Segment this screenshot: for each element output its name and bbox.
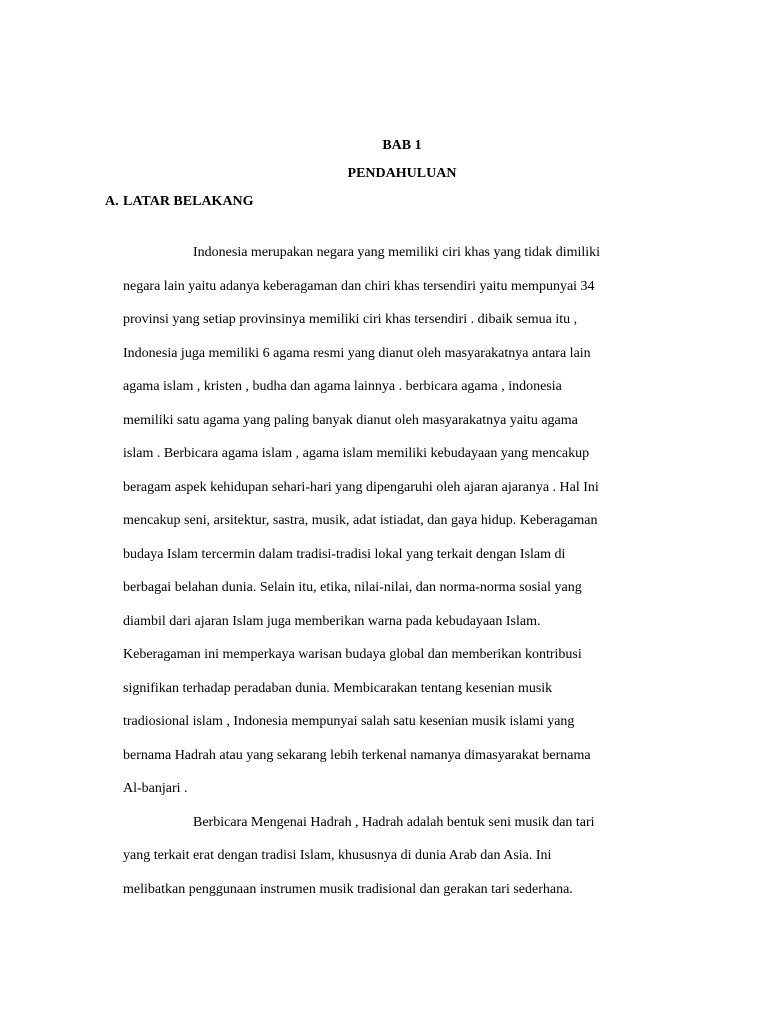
paragraph-line: mencakup seni, arsitektur, sastra, musik, adat istiadat, dan gaya hidup. Keberagaman: [123, 513, 598, 528]
paragraph-line: provinsi yang setiap provinsinya memiliki ciri khas tersendiri . dibaik semua itu ,: [123, 312, 578, 327]
paragraph-line: budaya Islam tercermin dalam tradisi-tradisi lokal yang terkait dengan Islam di: [123, 546, 566, 562]
paragraph-line: yang terkait erat dengan tradisi Islam, khususnya di dunia Arab dan Asia. Ini: [123, 848, 552, 863]
paragraph-line: tradiosional islam , Indonesia mempunyai salah satu kesenian musik islami yang: [123, 714, 575, 729]
paragraph-line: bernama Hadrah atau yang sekarang lebih terkenal namanya dimasyarakat bernama: [123, 747, 591, 763]
section-heading: [105, 193, 254, 211]
paragraph-line: signifikan terhadap peradaban dunia. Membicarakan tentang kesenian musik: [123, 680, 553, 696]
paragraph-line: Berbicara Mengenai Hadrah , Hadrah adalah bentuk seni musik dan tari: [193, 814, 595, 830]
section-title: LATAR BELAKANG: [123, 194, 254, 209]
paragraph-line: Indonesia juga memiliki 6 agama resmi yang dianut oleh masyarakatnya antara lain: [123, 345, 591, 361]
body-text: [123, 236, 663, 906]
paragraph-line: beragam aspek kehidupan sehari-hari yang dipengaruhi oleh ajaran ajaranya . Hal Ini: [123, 479, 599, 495]
paragraph-line: melibatkan penggunaan instrumen musik tradisional dan gerakan tari sederhana.: [123, 881, 573, 897]
paragraph-line: Keberagaman ini memperkaya warisan budaya global dan memberikan kontribusi: [123, 647, 582, 662]
paragraph-line: agama islam , kristen , budha dan agama lainnya . berbicara agama , indonesia: [123, 379, 562, 394]
paragraph-line: berbagai belahan dunia. Selain itu, etika, nilai-nilai, dan norma-norma sosial yang: [123, 580, 582, 595]
paragraph-line: negara lain yaitu adanya keberagaman dan chiri khas tersendiri yaitu mempunyai 34: [123, 278, 595, 294]
paragraph-line: memiliki satu agama yang paling banyak dianut oleh masyarakatnya yaitu agama: [123, 412, 578, 428]
section-number: A.: [105, 194, 119, 209]
chapter-number: BAB 1: [382, 138, 422, 153]
chapter-title: PENDAHULUAN: [347, 166, 457, 181]
paragraph-line: islam . Berbicara agama islam , agama islam memiliki kebudayaan yang mencakup: [123, 446, 590, 461]
paragraph-line: Al-banjari .: [123, 781, 188, 796]
paragraph-line: Indonesia merupakan negara yang memiliki ciri khas yang tidak dimiliki: [193, 245, 601, 260]
paragraph-line: diambil dari ajaran Islam juga memberikan warna pada kebudayaan Islam.: [123, 613, 541, 629]
